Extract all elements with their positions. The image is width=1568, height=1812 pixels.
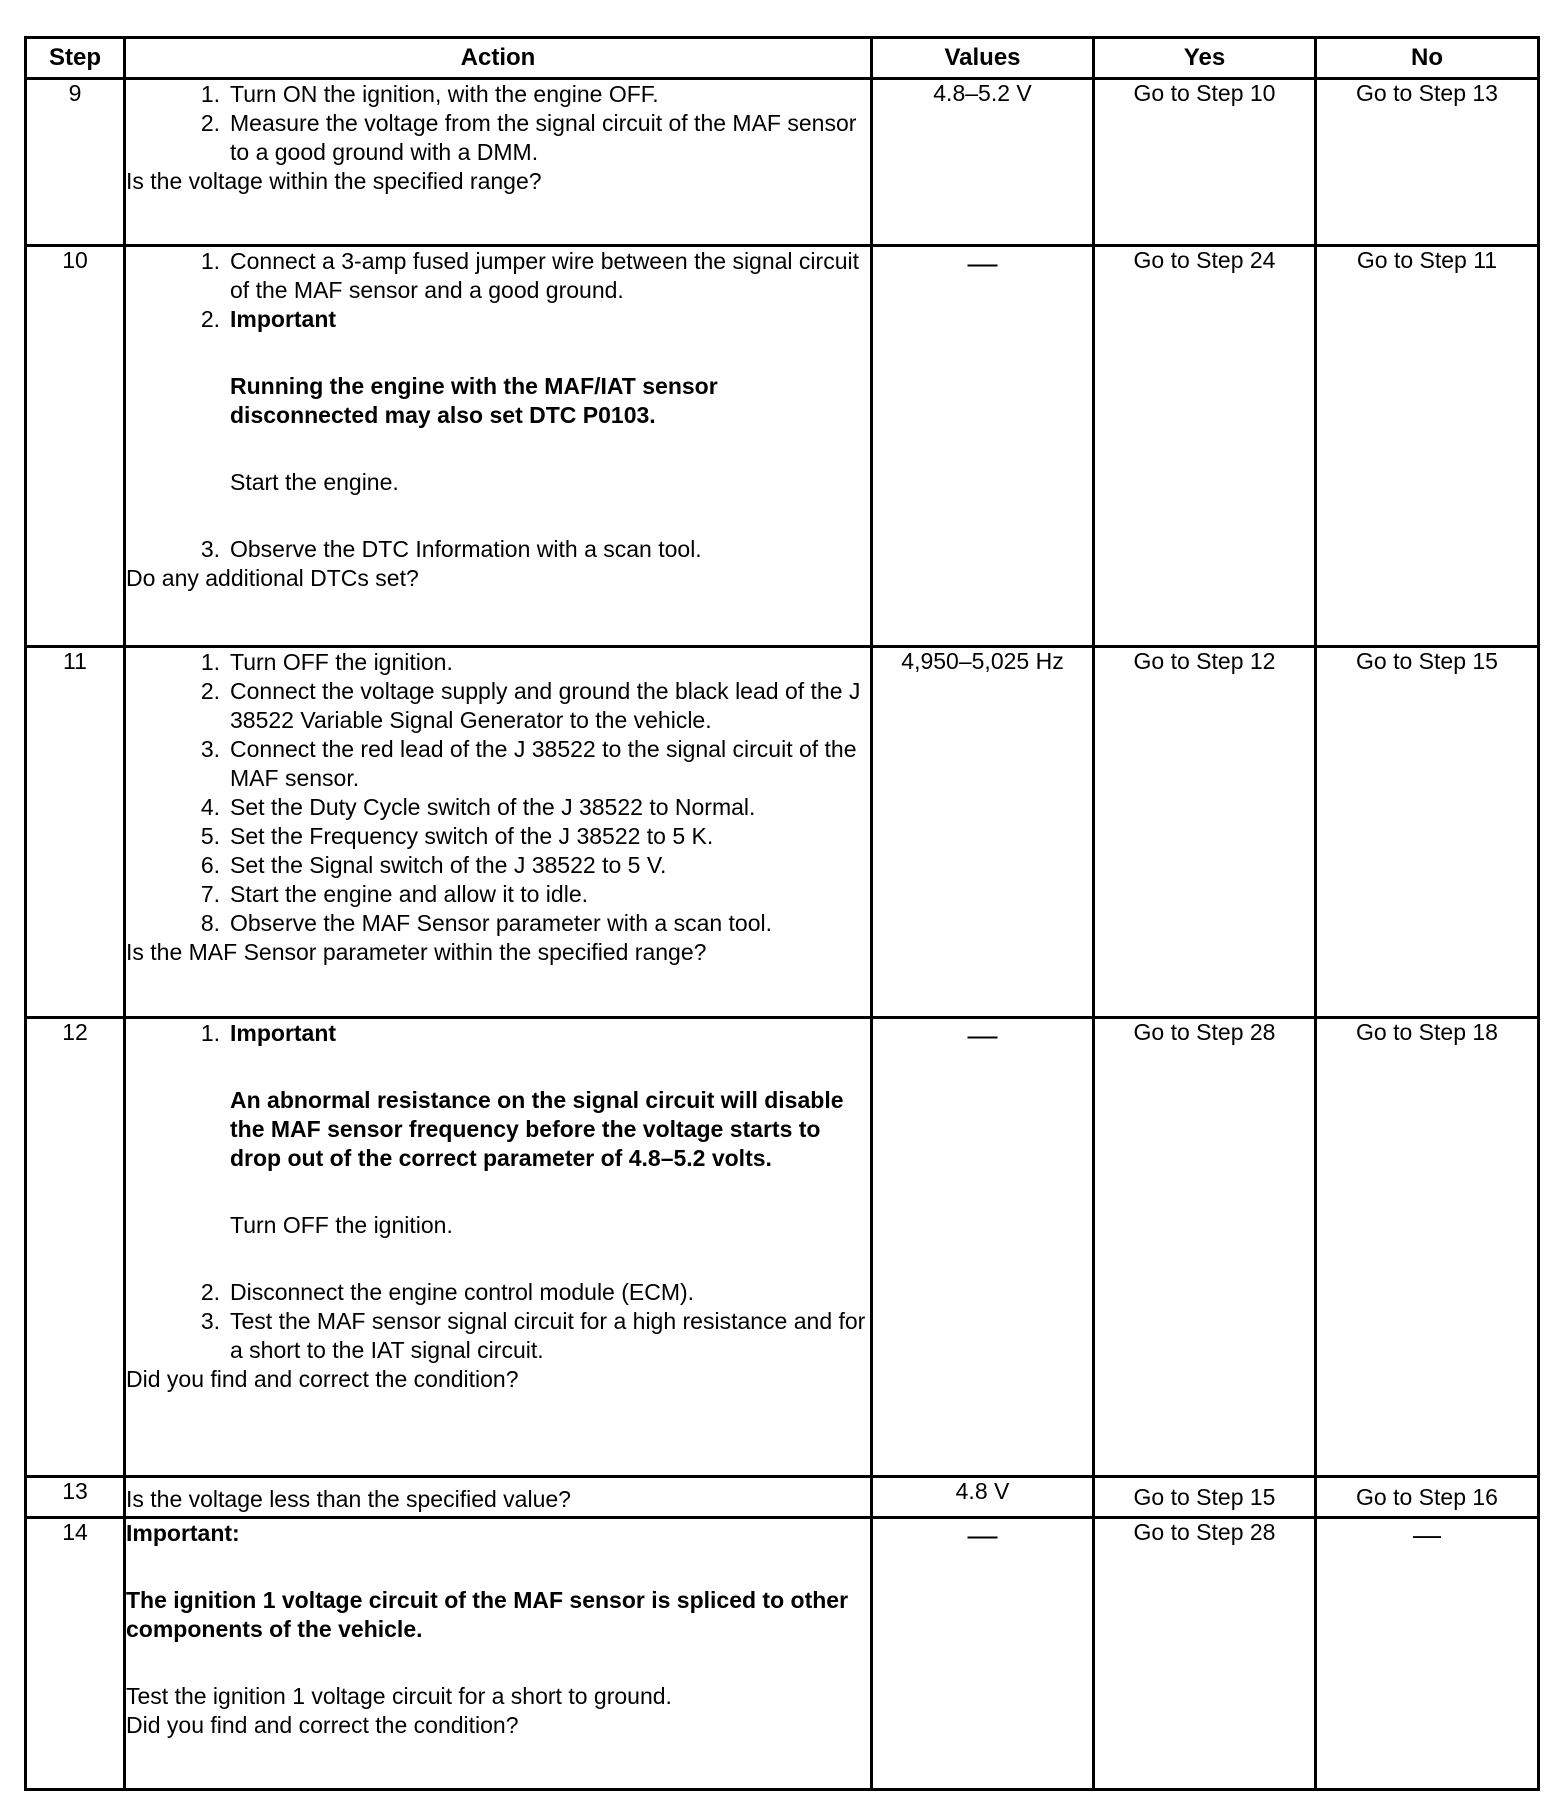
action-item: 6. Set the Signal switch of the J 38522 to 5 V.: [200, 852, 667, 878]
values-cell: —: [872, 1018, 1094, 1477]
action-item: 3. Connect the red lead of the J 38522 to the signal circuit of the MAF sensor.: [200, 736, 857, 791]
action-cell: [125, 246, 872, 647]
no-cell: Go to Step 11: [1316, 246, 1539, 647]
action-item: 8. Observe the MAF Sensor parameter with a scan tool.: [200, 910, 773, 936]
yes-cell: Go to Step 28: [1094, 1018, 1316, 1477]
action-question: Is the MAF Sensor parameter within the specified range?: [126, 939, 707, 965]
action-question: Did you find and correct the condition?: [126, 1366, 519, 1392]
values-cell: 4.8–5.2 V: [872, 79, 1094, 246]
action-item: 7. Start the engine and allow it to idle.: [200, 881, 589, 907]
yes-cell: Go to Step 24: [1094, 246, 1316, 647]
step-number: 10: [26, 246, 125, 647]
header-no: No: [1316, 38, 1539, 79]
action-question: Is the voltage less than the specified value?: [126, 1485, 571, 1512]
action-item: 2. Connect the voltage supply and ground the black lead of the J 38522 Variable Signal Generator to the vehicle.: [200, 678, 861, 733]
action-item: 3. Test the MAF sensor signal circuit for a high resistance and for a short to the IAT signal circuit.: [200, 1308, 866, 1363]
action-item: 2. Disconnect the engine control module (ECM).: [200, 1279, 695, 1305]
action-item: 1. Turn OFF the ignition.: [200, 649, 453, 675]
table-row-step-11: [26, 647, 1539, 1018]
action-cell: [125, 1477, 872, 1518]
important-note: The ignition 1 voltage circuit of the MAF sensor is spliced to other components of the vehicle.: [126, 1587, 849, 1642]
important-heading: Important:: [126, 1520, 240, 1546]
yes-cell: Go to Step 10: [1094, 79, 1316, 246]
table-row-step-12: [26, 1018, 1539, 1477]
important-note: An abnormal resistance on the signal circuit will disable the MAF sensor frequency before the voltage starts to drop out of the correct parameter of 4.8–5.2 volts.: [230, 1087, 844, 1171]
action-item: 1. Turn ON the ignition, with the engine OFF.: [200, 81, 659, 107]
no-cell: Go to Step 16: [1316, 1477, 1539, 1518]
header-values: Values: [872, 38, 1094, 79]
table-row-step-10: [26, 246, 1539, 647]
header-action: Action: [125, 38, 872, 79]
step-number: 13: [26, 1477, 125, 1518]
action-question: Did you find and correct the condition?: [126, 1712, 519, 1738]
action-cell: [125, 1018, 872, 1477]
yes-cell: Go to Step 28: [1094, 1518, 1316, 1790]
table-row-step-14: [26, 1518, 1539, 1790]
table-row-step-9: [26, 79, 1539, 246]
no-cell: Go to Step 15: [1316, 647, 1539, 1018]
diagnostic-table: [24, 36, 1540, 1791]
action-item: 3. Observe the DTC Information with a scan tool.: [200, 536, 702, 562]
action-text: Start the engine.: [230, 469, 399, 495]
action-cell: [125, 79, 872, 246]
action-item: 2. Important: [200, 306, 337, 332]
no-cell: —: [1316, 1518, 1539, 1790]
header-yes: Yes: [1094, 38, 1316, 79]
yes-cell: Go to Step 12: [1094, 647, 1316, 1018]
header-step: Step: [26, 38, 125, 79]
action-item: 5. Set the Frequency switch of the J 38522 to 5 K.: [200, 823, 714, 849]
values-cell: 4,950–5,025 Hz: [872, 647, 1094, 1018]
step-number: 14: [26, 1518, 125, 1790]
action-question: Is the voltage within the specified range?: [126, 168, 542, 194]
no-cell: Go to Step 13: [1316, 79, 1539, 246]
header-row: [26, 38, 1539, 79]
action-item: 1. Important: [200, 1020, 337, 1046]
action-text: Test the ignition 1 voltage circuit for a short to ground.: [126, 1683, 672, 1709]
table-row-step-13: [26, 1477, 1539, 1518]
values-cell: —: [872, 246, 1094, 647]
action-question: Do any additional DTCs set?: [126, 565, 419, 591]
step-number: 9: [26, 79, 125, 246]
yes-cell: Go to Step 15: [1094, 1477, 1316, 1518]
step-number: 11: [26, 647, 125, 1018]
action-item: 2. Measure the voltage from the signal circuit of the MAF sensor to a good ground with a DMM.: [200, 110, 857, 165]
important-note: Running the engine with the MAF/IAT sensor disconnected may also set DTC P0103.: [230, 373, 718, 428]
action-item: 4. Set the Duty Cycle switch of the J 38522 to Normal.: [200, 794, 756, 820]
values-cell: 4.8 V: [872, 1477, 1094, 1518]
action-cell: [125, 1518, 872, 1790]
no-cell: Go to Step 18: [1316, 1018, 1539, 1477]
action-item: 1. Connect a 3-amp fused jumper wire between the signal circuit of the MAF sensor and a good ground.: [200, 248, 859, 303]
action-cell: [125, 647, 872, 1018]
values-cell: —: [872, 1518, 1094, 1790]
step-number: 12: [26, 1018, 125, 1477]
action-text: Turn OFF the ignition.: [230, 1212, 453, 1238]
